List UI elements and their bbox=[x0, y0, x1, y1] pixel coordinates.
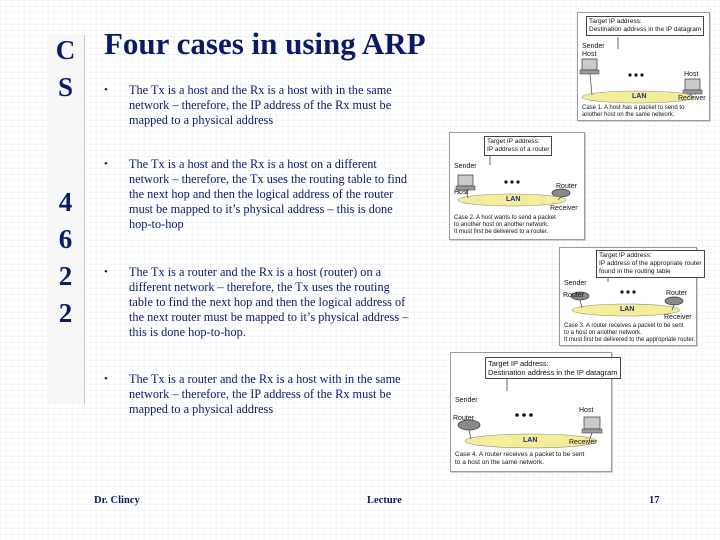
sidebar-panel bbox=[47, 35, 85, 404]
bullet-marker: • bbox=[104, 84, 108, 96]
receiver-device-label: Host bbox=[684, 71, 699, 78]
caption-line: to a host on another network. bbox=[564, 330, 642, 336]
sender-label: Sender bbox=[564, 280, 587, 287]
receiver-device-label: Router bbox=[556, 183, 578, 190]
caption-line: Case 3. A router receives a packet to be sent bbox=[564, 323, 684, 329]
slide-title: Four cases in using ARP bbox=[104, 26, 426, 61]
bullet-text: The Tx is a router and the Rx is a host with in the same network – therefore, the IP address of the Rx must be mapped to a physical address bbox=[129, 372, 401, 416]
target-ip-label bbox=[586, 16, 704, 36]
caption-line: Case 4. A router receives a packet to be sent bbox=[455, 451, 585, 458]
target-ip-label bbox=[596, 250, 705, 278]
caption-line: to another host on another network. bbox=[454, 222, 549, 228]
bullet-item bbox=[104, 157, 416, 232]
receiver-label: Receiver bbox=[678, 95, 706, 102]
figure-caption bbox=[454, 215, 556, 236]
bullet-item bbox=[104, 83, 416, 128]
sender-device-label: Router bbox=[563, 292, 585, 299]
bullet-item bbox=[104, 265, 416, 340]
lan-label: LAN bbox=[523, 437, 538, 444]
target-ip-label bbox=[485, 357, 621, 379]
receiver-label: Receiver bbox=[569, 439, 597, 446]
ip-label-line: found in the routing table bbox=[599, 268, 671, 275]
ip-label-line: Target IP address: bbox=[488, 359, 549, 368]
lan-label: LAN bbox=[632, 93, 647, 100]
target-ip-label bbox=[484, 136, 552, 156]
caption-line: Case 2. A host wants to send a packet bbox=[454, 215, 556, 221]
bullet-text: The Tx is a host and the Rx is a host on a different network – therefore, the Tx uses the routing table to find the next hop and then the logical address of the router must be mapped to it’s physical address – this is done hop-to-hop bbox=[129, 157, 408, 231]
sender-device-label: Host bbox=[582, 51, 597, 58]
ip-label-line: Destination address in the IP datagram bbox=[589, 26, 702, 33]
lan-label: LAN bbox=[620, 306, 635, 313]
sender-device-label: Router bbox=[453, 415, 475, 422]
sidebar-letter: C bbox=[55, 35, 76, 65]
ip-label-line: IP address of a router bbox=[487, 146, 550, 153]
receiver-label: Receiver bbox=[664, 314, 692, 321]
bullet-text: The Tx is a router and the Rx is a host (router) on a different network – therefore, the Tx uses the routing table to find the next hop and then the logical address of the next router must be mapped to it’s physical address – this is done hop-to-hop. bbox=[129, 265, 409, 339]
arp-case-4-figure bbox=[450, 352, 618, 472]
sidebar-letter: 4 bbox=[58, 187, 73, 217]
ip-label-line: IP address of the appropriate router bbox=[599, 260, 702, 267]
bullet-marker: • bbox=[104, 158, 108, 170]
figure-caption bbox=[455, 451, 584, 467]
caption-line: Case 1. A host has a packet to send to bbox=[582, 105, 685, 111]
sidebar-letter: 2 bbox=[58, 261, 73, 291]
bullet-text: The Tx is a host and the Rx is a host with in the same network – therefore, the IP address of the Rx must be mapped to a physical address bbox=[129, 83, 392, 127]
ip-label-line: Target IP address: bbox=[487, 138, 540, 145]
footer-author: Dr. Clincy bbox=[94, 495, 140, 506]
ip-label-line: Destination address in the IP datagram bbox=[488, 368, 618, 377]
arp-case-1-figure bbox=[577, 12, 710, 121]
figure-caption bbox=[564, 323, 695, 344]
lan-label: LAN bbox=[506, 196, 521, 203]
page-number: 17 bbox=[649, 495, 660, 506]
sidebar-letter: 6 bbox=[58, 224, 73, 254]
bullet-marker: • bbox=[104, 266, 108, 278]
bullet-marker: • bbox=[104, 373, 108, 385]
arp-case-2-figure bbox=[449, 132, 585, 240]
caption-line: another host on the same network. bbox=[582, 112, 675, 118]
sender-device-label: Host bbox=[454, 189, 469, 196]
footer-center: Lecture bbox=[367, 495, 402, 506]
sender-label: Sender bbox=[582, 43, 605, 50]
sidebar-letter: 2 bbox=[58, 298, 73, 328]
caption-line: It must first be delivered to a router. bbox=[454, 229, 549, 235]
sender-label: Sender bbox=[455, 397, 478, 404]
receiver-device-label: Router bbox=[666, 290, 688, 297]
sidebar-letter: S bbox=[57, 72, 74, 102]
caption-line: It must first be delivered to the appropriate router. bbox=[564, 337, 696, 343]
caption-line: to a host on the same network. bbox=[455, 459, 544, 466]
receiver-device-label: Host bbox=[579, 407, 594, 414]
arp-case-3-figure bbox=[559, 247, 702, 346]
figure-caption bbox=[582, 105, 684, 119]
bullet-item bbox=[104, 372, 416, 417]
ip-label-line: Target IP address: bbox=[589, 18, 642, 25]
receiver-label: Receiver bbox=[550, 205, 578, 212]
ip-label-line: Target IP address: bbox=[599, 252, 652, 259]
sender-label: Sender bbox=[454, 163, 477, 170]
